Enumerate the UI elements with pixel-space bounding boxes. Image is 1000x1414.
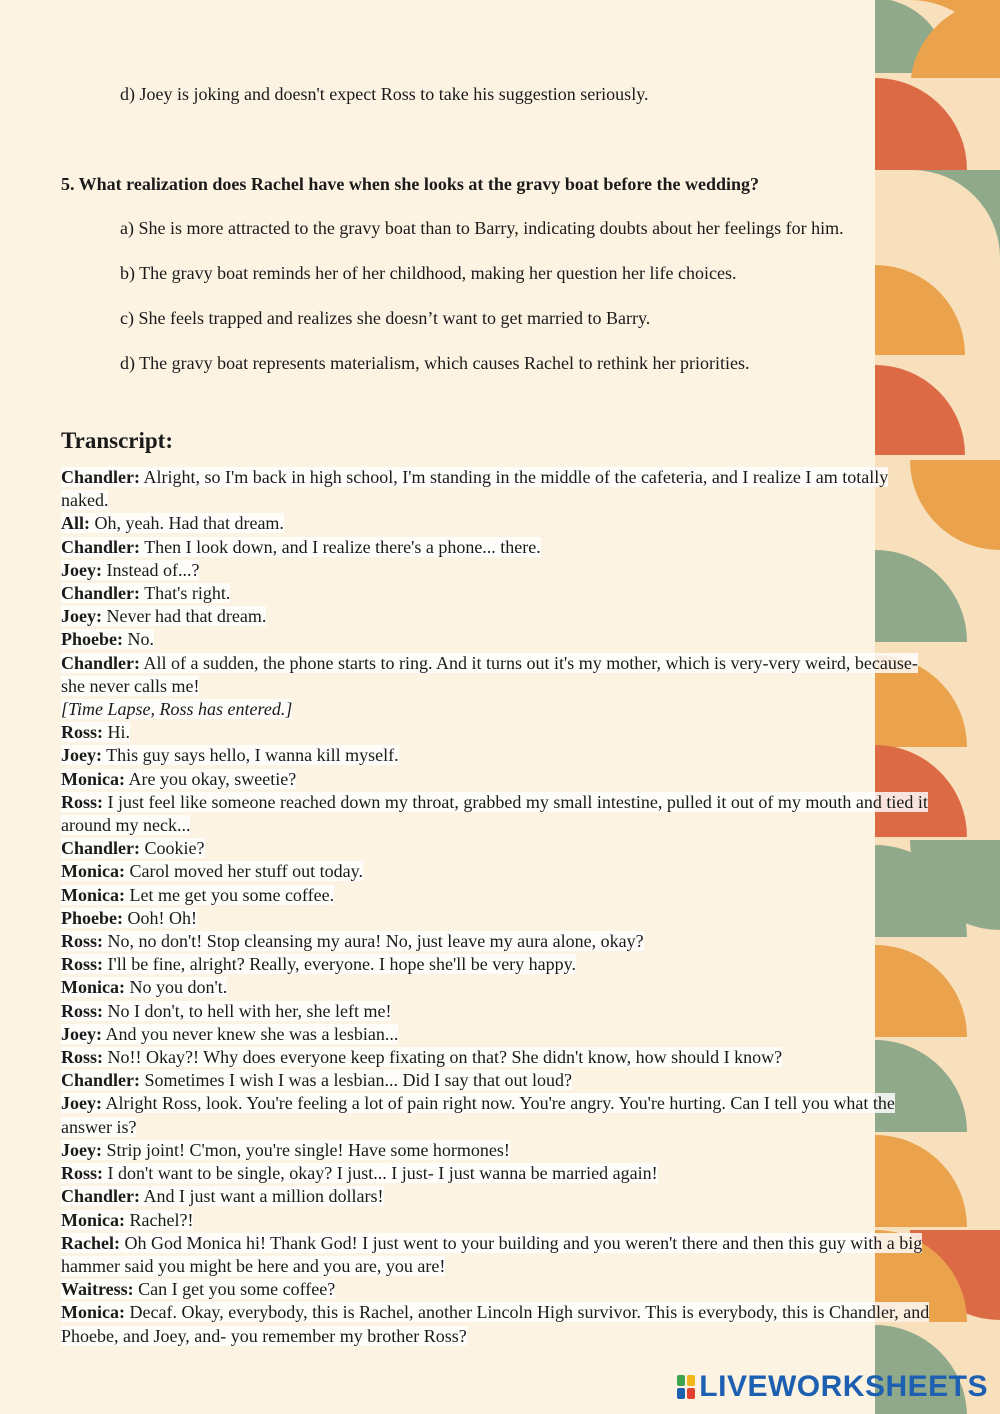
speaker-name: Ross: <box>61 1000 104 1021</box>
dialogue-text: All of a sudden, the phone starts to ring. And it turns out it's my mother, which is very-very weird, because- she never calls me! <box>61 652 918 696</box>
transcript-line <box>61 1232 939 1278</box>
speaker-name: Joey: <box>61 745 102 766</box>
dialogue-text: Hi. <box>103 722 131 743</box>
transcript-line <box>61 907 939 930</box>
transcript-line <box>61 860 939 883</box>
transcript-line <box>61 698 939 721</box>
transcript-body <box>61 466 939 1348</box>
transcript-line <box>61 536 939 559</box>
dialogue-text: Ooh! Oh! <box>123 907 197 928</box>
transcript-line <box>61 976 939 999</box>
speaker-name: Ross: <box>61 954 104 975</box>
speaker-name: Chandler: <box>61 1070 141 1091</box>
speaker-name: Ross: <box>61 1047 104 1068</box>
dialogue-text: Carol moved her stuff out today. <box>124 861 363 882</box>
dialogue-text: Sometimes I wish I was a lesbian... Did I say that out loud? <box>140 1070 572 1091</box>
transcript-line <box>61 1000 939 1023</box>
dialogue-text: No I don't, to hell with her, she left me! <box>103 1000 392 1021</box>
dialogue-text: Instead of...? <box>101 559 200 580</box>
dialogue-text: I just feel like someone reached down my throat, grabbed my small intestine, pulled it out of my mouth and tied it around my neck... <box>61 791 928 836</box>
transcript-line <box>61 1301 939 1347</box>
transcript-line <box>61 721 939 744</box>
speaker-name: Chandler: <box>61 583 141 604</box>
speaker-name: Chandler: <box>61 467 141 487</box>
speaker-name: Rachel: <box>61 1232 120 1253</box>
transcript-line <box>61 559 939 582</box>
transcript-line <box>61 605 939 628</box>
question4-option-d: d) Joey is joking and doesn't expect Ross to take his suggestion seriously. <box>120 84 649 104</box>
transcript-line <box>61 1023 939 1046</box>
dialogue-text: Cookie? <box>140 838 205 859</box>
dialogue-text: Are you okay, sweetie? <box>124 768 297 789</box>
transcript-line <box>61 1046 939 1069</box>
speaker-name: Phoebe: <box>61 629 123 650</box>
dialogue-text: Then I look down, and I realize there's a phone... there. <box>140 536 541 557</box>
logo-text: LIVEWORKSHEETS <box>699 1370 988 1403</box>
dialogue-text: No!! Okay?! Why does everyone keep fixating on that? She didn't know, how should I know? <box>103 1047 783 1068</box>
logo-badge-icon <box>677 1375 695 1399</box>
transcript-line <box>61 582 939 605</box>
speaker-name: Joey: <box>61 1023 102 1044</box>
transcript-line <box>61 1139 939 1162</box>
speaker-name: Chandler: <box>61 536 141 557</box>
dialogue-text: Decaf. Okay, everybody, this is Rachel, another Lincoln High survivor. This is everybody, this is Chandler, and Phoebe, and Joey, and- you remember my brother Ross? <box>61 1302 930 1346</box>
speaker-name: Monica: <box>61 1302 125 1323</box>
dialogue-text: Alright Ross, look. You're feeling a lot of pain right now. You're angry. You're hurting. Can I tell you what the answer is? <box>61 1093 895 1137</box>
speaker-name: Ross: <box>61 791 104 812</box>
dialogue-text: Let me get you some coffee. <box>124 884 335 905</box>
transcript-line <box>61 1209 939 1232</box>
speaker-name: Monica: <box>61 1209 125 1230</box>
speaker-name: Waitress: <box>61 1279 134 1300</box>
transcript-line <box>61 1069 939 1092</box>
speaker-name: Monica: <box>61 768 125 789</box>
transcript-line <box>61 791 939 837</box>
dialogue-text: This guy says hello, I wanna kill myself. <box>101 745 399 766</box>
transcript-line <box>61 466 939 512</box>
dialogue-text: Strip joint! C'mon, you're single! Have some hormones! <box>101 1139 510 1160</box>
dialogue-text: Never had that dream. <box>101 606 267 627</box>
speaker-name: Joey: <box>61 1093 102 1114</box>
question5-option-c: c) She feels trapped and realizes she doesn’t want to get married to Barry. <box>120 308 651 328</box>
dialogue-text: No. <box>123 629 154 650</box>
question5-text: 5. What realization does Rachel have when she looks at the gravy boat before the wedding? <box>61 174 760 194</box>
transcript-line <box>61 884 939 907</box>
question5-option-d: d) The gravy boat represents materialism, which causes Rachel to rethink her priorities. <box>120 353 750 373</box>
transcript-line <box>61 930 939 953</box>
dialogue-text: I don't want to be single, okay? I just... I just- I just wanna be married again! <box>103 1163 658 1184</box>
dialogue-text: And I just want a million dollars! <box>140 1186 384 1207</box>
transcript-line <box>61 1092 939 1138</box>
dialogue-text: No, no don't! Stop cleansing my aura! No, just leave my aura alone, okay? <box>103 931 644 952</box>
speaker-name: Chandler: <box>61 1186 141 1207</box>
transcript-line <box>61 744 939 767</box>
dialogue-text: Oh, yeah. Had that dream. <box>90 513 284 534</box>
speaker-name: Monica: <box>61 977 125 998</box>
dialogue-text: Rachel?! <box>124 1209 194 1230</box>
speaker-name: Ross: <box>61 931 104 952</box>
transcript-line <box>61 1162 939 1185</box>
transcript-line <box>61 768 939 791</box>
speaker-name: Monica: <box>61 884 125 905</box>
speaker-name: Joey: <box>61 1139 102 1160</box>
transcript-line <box>61 1278 939 1301</box>
transcript-line <box>61 628 939 651</box>
dialogue-text: And you never knew she was a lesbian... <box>101 1023 399 1044</box>
dialogue-text: No you don't. <box>124 977 228 998</box>
speaker-name: Chandler: <box>61 652 141 673</box>
stage-direction: [Time Lapse, Ross has entered.] <box>61 699 293 720</box>
speaker-name: Chandler: <box>61 838 141 859</box>
transcript-line <box>61 652 939 698</box>
speaker-name: All: <box>61 513 90 534</box>
dialogue-text: Oh God Monica hi! Thank God! I just went to your building and you weren't there and then this guy with a big hammer said you might be here and you are, you are! <box>61 1232 923 1276</box>
question5-option-a: a) She is more attracted to the gravy boat than to Barry, indicating doubts about her feelings for him. <box>120 218 844 238</box>
speaker-name: Ross: <box>61 1163 104 1184</box>
transcript-line <box>61 512 939 535</box>
transcript-title: Transcript: <box>61 428 174 453</box>
dialogue-text: Can I get you some coffee? <box>133 1279 336 1300</box>
dialogue-text: That's right. <box>140 583 231 604</box>
dialogue-text: Alright, so I'm back in high school, I'm standing in the middle of the cafeteria, and I realize I am totally naked. <box>61 467 889 511</box>
speaker-name: Joey: <box>61 606 102 627</box>
speaker-name: Phoebe: <box>61 907 123 928</box>
transcript-line <box>61 953 939 976</box>
speaker-name: Joey: <box>61 559 102 580</box>
speaker-name: Monica: <box>61 861 125 882</box>
transcript-line <box>61 837 939 860</box>
question5-option-b: b) The gravy boat reminds her of her childhood, making her question her life choices. <box>120 263 737 283</box>
transcript-line <box>61 1185 939 1208</box>
speaker-name: Ross: <box>61 722 104 743</box>
dialogue-text: I'll be fine, alright? Really, everyone. I hope she'll be very happy. <box>103 954 576 975</box>
liveworksheets-logo <box>677 1370 988 1404</box>
